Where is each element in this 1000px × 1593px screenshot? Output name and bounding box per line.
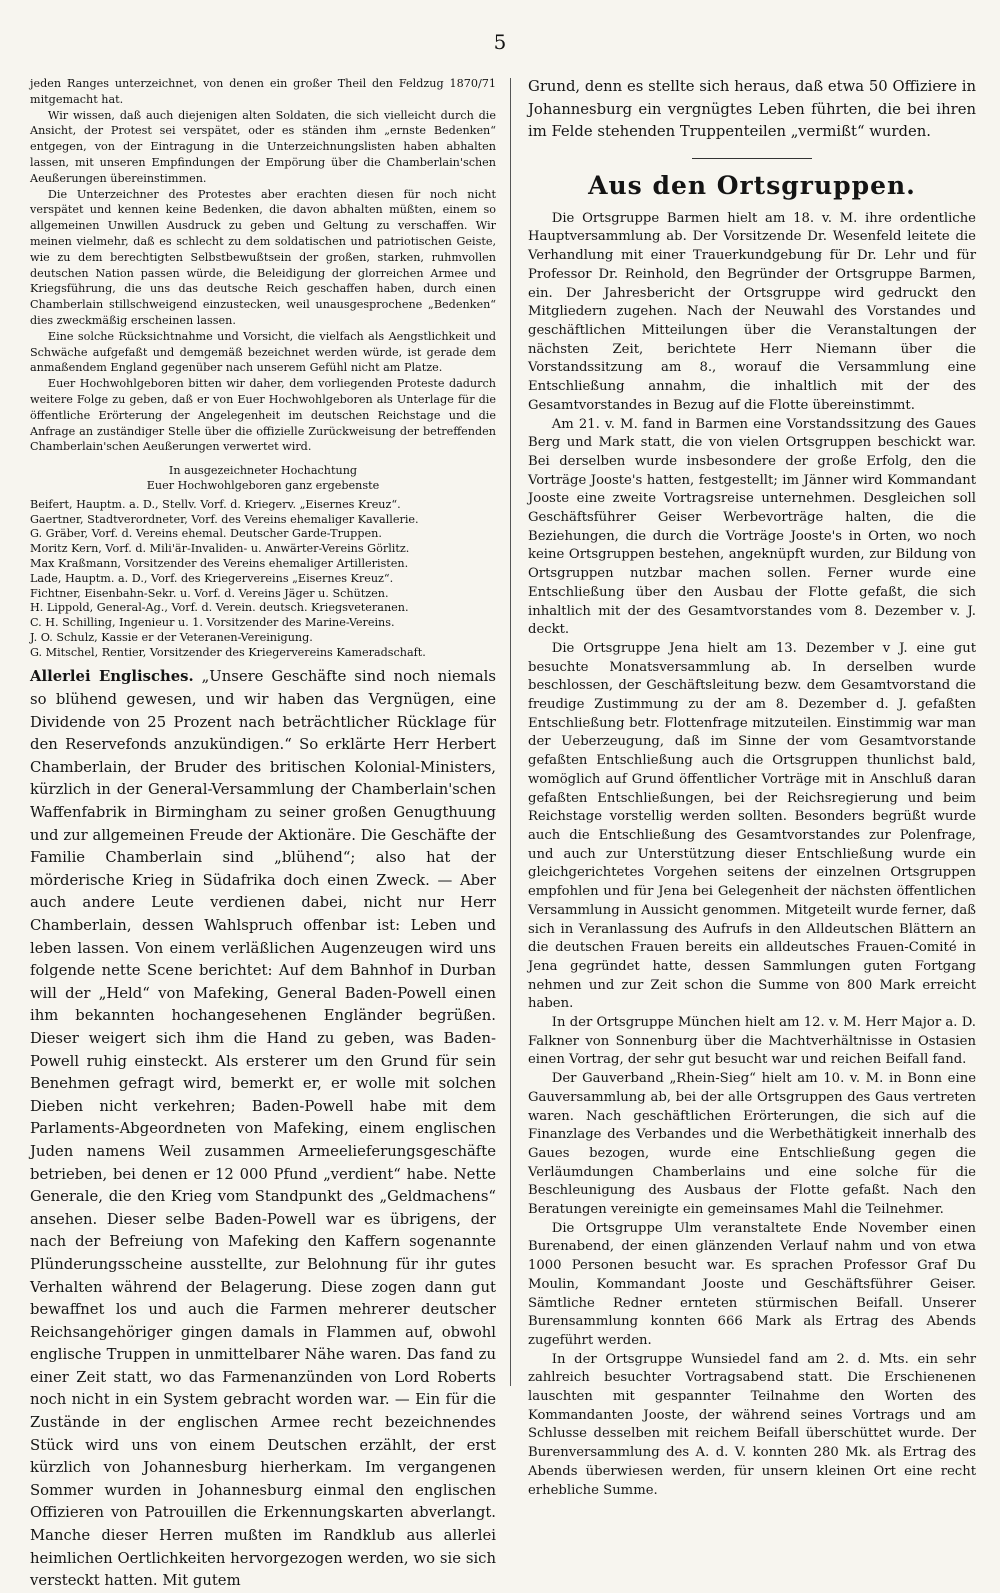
protest-paragraph: jeden Ranges unterzeichnet, von denen ein großer Theil den Feldzug 1870/71 mitgemacht hat.	[30, 77, 496, 106]
signatory: Max Kraßmann, Vorsitzender des Vereins ehemaliger Artilleristen.	[30, 556, 409, 570]
protest-text	[30, 76, 496, 455]
article-headline: Allerlei Englisches.	[30, 668, 194, 686]
ortsgruppen-reports	[528, 210, 976, 1501]
right-column	[528, 76, 976, 1500]
signatory: Fichtner, Eisenbahn-Sekr. u. Vorf. d. Vereins Jäger u. Schützen.	[30, 586, 389, 600]
protest-paragraph: Die Unterzeichner des Protestes aber erachten diesen für noch nicht verspätet und kennen keine Bedenken, die davon abhalten müßten, einem so allgemeinen Unwillen Ausdruck zu geben und Geltung zu verschaffen. Wir meinen vielmehr, daß es schlecht zu dem soldatischen und patriotischen Geiste, wie zu dem berechtigten Selbstbewußtsein der großen, starken, ruhmvollen deutschen Nation passen würde, die Beleidigung der glorreichen Armee und Kriegsführung, die uns das deutsche Reich geschaffen haben, durch einen Chamberlain stillschweigend einzustecken, weil unausgesprochene „Bedenken“ dies zweckmäßig erscheinen lassen.	[30, 187, 496, 327]
signatory: G. Gräber, Vorf. d. Vereins ehemal. Deutscher Garde-Truppen.	[30, 527, 382, 541]
report-paragraph: Am 21. v. M. fand in Barmen eine Vorstandssitzung des Gaues Berg und Mark statt, die von vielen Ortsgruppen beschickt war. Bei derselben wurde insbesondere der große Erfolg, den die Vorträge Jooste's hatten, festgestellt; im Jänner wird Kommandant Jooste eine zweite Vortragsreise unternehmen. Desgleichen soll Geschäftsführer Geiser Werbevorträge halten, die die Beziehungen, die durch die Vorträge Jooste's in Orten, wo noch keine Ortsgruppen bestehen, angeknüpft wurden, zur Bildung von Ortsgruppen nutzbar machen sollen. Ferner wurde eine Entschließung über den Ausbau der Flotte gefaßt, die sich inhaltlich mit der des Gesamtvorstandes vom 8. Dezember v. J. deckt.	[528, 416, 976, 638]
protest-paragraph: Wir wissen, daß auch diejenigen alten Soldaten, die sich vielleicht durch die Ansicht, der Protest sei verspätet, oder es ständen ihm „ernste Bedenken“ entgegen, von der Eintragung in die Unterzeichnungslisten haben abhalten lassen, mit unseren Empfindungen der Empörung über die Chamberlain'schen Aeußerungen übereinstimmen.	[30, 108, 496, 185]
report-paragraph: Der Gauverband „Rhein-Sieg“ hielt am 10. v. M. in Bonn eine Gauversammlung ab, bei der alle Ortsgruppen des Gaus vertreten waren. Nach geschäftlichen Erörterungen, die sich auf die Finanzlage des Verbandes und die Werbethätigkeit innerhalb des Gaues bezogen, wurde eine Entschließung gegen die Verläumdungen Chamberlains und eine solche für die Beschleunigung des Ausbaus der Flotte gefaßt. Nach den Beratungen vereinigte ein gemeinsames Mahl die Teilnehmer.	[528, 1071, 976, 1218]
article-allerlei-englisches	[30, 666, 496, 1592]
signatory: G. Mitschel, Rentier, Vorsitzender des Kriegervereins Kameradschaft.	[30, 645, 426, 659]
article-body: „Unsere Geschäfte sind noch niemals so blühend gewesen, und wir haben das Vergnügen, eine Dividende von 25 Prozent nach beträchtlicher Rücklage für den Reservefonds anzukündigen.“ So erklärte Herr Herbert Chamberlain, der Bruder des britischen Kolonial-Ministers, kürzlich in der General-Versammlung der Chamberlain'schen Waffenfabrik in Birmingham zu seiner großen Genugthuung und zur allgemeinen Freude der Aktionäre. Die Geschäfte der Familie Chamberlain sind „blühend“; also hat der mörderische Krieg in Südafrika doch einen Zweck. — Aber auch andere Leute verdienen dabei, nicht nur Herr Chamberlain, dessen Wahlspruch offenbar ist: Leben und leben lassen. Von einem verläßlichen Augenzeugen wird uns folgende nette Scene berichtet: Auf dem Bahnhof in Durban will der „Held“ von Mafeking, General Baden-Powell einen ihm bekannten hochangesehenen Engländer begrüßen. Dieser weigert sich ihm die Hand zu geben, was Baden-Powell ruhig einsteckt. Als ersterer um den Grund für sein Benehmen gefragt wird, bemerkt er, er wolle mit solchen Dieben nicht verkehren; Baden-Powell habe mit dem Parlaments-Abgeordneten von Mafeking, einem englischen Juden namens Weil zusammen Armeelieferungsgeschäfte betrieben, bei denen er 12 000 Pfund „verdient“ habe. Nette Generale, die den Krieg vom Standpunkt des „Geldmachens“ ansehen. Dieser selbe Baden-Powell war es übrigens, der nach der Befreiung von Mafeking den Kaffern sogenannte Plünderungsscheine ausstellte, zur Belohnung für ihr gutes Verhalten während der Belagerung. Diese zogen dann gut bewaffnet los und auch die Farmen mehrerer deutscher Reichsangehöriger gingen damals in Flammen auf, obwohl englische Truppen in unmittelbarer Nähe waren. Das fand zu einer Zeit statt, wo das Farmenanzünden von Lord Roberts noch nicht in ein System gebracht worden war. — Ein für die Zustände in der englischen Armee recht bezeichnendes Stück wird uns von einem Deutschen erzählt, der erst kürzlich von Johannesburg hierherkam. Im vergangenen Sommer wurden in Johannesburg einmal den englischen Offizieren von Patrouillen die Erkennungskarten abverlangt. Manche dieser Herren mußten im Randklub aus allerlei heimlichen Oertlichkeiten hervorgezogen werden, wo sie sich versteckt hatten. Mit gutem	[30, 668, 496, 1590]
signatory: Gaertner, Stadtverordneter, Vorf. des Vereins ehemaliger Kavallerie.	[30, 512, 419, 526]
report-paragraph: Die Ortsgruppe Barmen hielt am 18. v. M. ihre ordentliche Hauptversammlung ab. Der Vorsitzende Dr. Wesenfeld leitete die Verhandlung mit einer Trauerkundgebung für Dr. Lehr und für Professor Dr. Reinhold, den Begründer der Ortsgruppe Barmen, ein. Der Jahresbericht der Ortsgruppe wird gedruckt den Mitgliedern zugehen. Nach der Neuwahl des Vorstandes und geschäftlichen Mitteilungen über die Veranstaltungen der nächsten Zeit, berichtete Herr Niemann über die Vorstandssitzung am 8., worauf die Versammlung eine Entschließung annahm, die inhaltlich mit der des Gesamtvorstandes in Bezug auf die Flotte übereinstimmt.	[528, 210, 976, 413]
continuation-text: Grund, denn es stellte sich heraus, daß etwa 50 Offiziere in Johannesburg ein vergnügtes Leben führten, die bei ihren im Felde stehenden Truppenteilen „vermißt“ wurden.	[528, 78, 976, 141]
signatory: Moritz Kern, Vorf. d. Mili'är-Invaliden- u. Anwärter-Vereins Görlitz.	[30, 542, 410, 556]
signatory-list	[30, 498, 496, 661]
section-divider	[692, 158, 812, 159]
report-paragraph: In der Ortsgruppe Wunsiedel fand am 2. d. Mts. ein sehr zahlreich besuchter Vortragsabend statt. Die Erschienenen lauschten mit gespannter Teilnahme den Worten des Kommandanten Jooste, der während seines Vortrags und am Schlusse desselben mit reichem Beifall überschüttet wurde. Der Burenversammlung des A. d. V. konnten 280 Mk. als Ertrag des Abends überwiesen werden, für unsern kleinen Ort eine recht erhebliche Summe.	[528, 1351, 976, 1498]
signatory: Lade, Hauptm. a. D., Vorf. des Kriegervereins „Eisernes Kreuz“.	[30, 571, 394, 585]
closing-line: Euer Hochwohlgeboren ganz ergebenste	[146, 478, 380, 492]
signatory: Beifert, Hauptm. a. D., Stellv. Vorf. d. Kriegerv. „Eisernes Kreuz“.	[30, 497, 401, 511]
signatory: J. O. Schulz, Kassie er der Veteranen-Vereinigung.	[30, 630, 313, 644]
page-number: 5	[493, 30, 507, 54]
article-paragraph	[30, 666, 496, 1592]
protest-paragraph: Euer Hochwohlgeboren bitten wir daher, dem vorliegenden Proteste dadurch weitere Folge zu geben, daß er von Euer Hochwohlgeboren als Unterlage für die öffentliche Erörterung der Angelegenheit im deutschen Reichstage und die Anfrage an zuständiger Stelle über die offizielle Zurückweisung der betreffenden Chamberlain'schen Aeußerungen verwertet wird.	[30, 377, 496, 454]
closing-line: In ausgezeichneter Hochachtung	[168, 464, 358, 478]
signatory: C. H. Schilling, Ingenieur u. 1. Vorsitzender des Marine-Vereins.	[30, 616, 395, 630]
report-paragraph: In der Ortsgruppe München hielt am 12. v. M. Herr Major a. D. Falkner von Sonnenburg über die Machtverhältnisse in Ostasien einen Vortrag, der sehr gut besucht war und reichen Beifall fand.	[528, 1015, 976, 1068]
article-continuation	[528, 76, 976, 144]
column-divider	[510, 78, 511, 1386]
left-column	[30, 76, 496, 1593]
report-paragraph: Die Ortsgruppe Ulm veranstaltete Ende November einen Burenabend, der einen glänzenden Verlauf nahm und von etwa 1000 Personen besucht war. Es sprachen Professor Graf Du Moulin, Kommandant Jooste und Geschäftsführer Geiser. Sämtliche Redner ernteten stürmischen Beifall. Unserer Burensammlung konnten 666 Mark als Ertrag des Abends zugeführt werden.	[528, 1220, 976, 1348]
protest-paragraph: Eine solche Rücksichtnahme und Vorsicht, die vielfach als Aengstlichkeit und Schwäche aufgefaßt und demgemäß bezeichnet werden würde, ist gerade dem anmaßendem England gegenüber nach unserem Gefühl nicht am Platze.	[30, 329, 496, 375]
signatory: H. Lippold, General-Ag., Vorf. d. Verein. deutsch. Kriegsveteranen.	[30, 601, 409, 615]
report-paragraph: Die Ortsgruppe Jena hielt am 13. Dezember v J. eine gut besuchte Monatsversammlung ab. In derselben wurde beschlossen, der Geschäftsleitung bezw. dem Gesamtvorstand die freudige Zustimmung zu der am 8. Dezember d. J. gefaßten Entschließung betr. Flottenfrage mitzuteilen. Einstimmig war man der Ueberzeugung, daß im Sinne der vom Gesamtvorstande gefaßten Entschließung auch die Ortsgruppen thunlichst bald, womöglich auf Grund öffentlicher Vorträge mit in Anschluß daran gefaßten Entschließungen, bei der Reichsregierung und beim Reichstage vorstellig werden sollten. Besonders begrüßt wurde auch die Entschließung des Gesamtvorstandes zur Polenfrage, und auch zur Unterstützung dieser Entschließung wurde ein gleichgerichtetes Vorgehen seitens der einzelnen Ortsgruppen empfohlen und für Jena bei Gelegenheit der nächsten öffentlichen Versammlung in Aussicht genommen. Mitgeteilt wurde ferner, daß sich in Veranlassung des Aufrufs in den Alldeutschen Blättern an die deutschen Frauen bereits ein alldeutsches Frauen-Comité in Jena gegründet hatte, dessen Sammlungen guten Fortgang nehmen und zur Zeit schon die Summe von 800 Mark erreicht haben.	[528, 640, 976, 1012]
section-heading: Aus den Ortsgruppen.	[588, 170, 916, 200]
closing-formula	[30, 464, 496, 494]
